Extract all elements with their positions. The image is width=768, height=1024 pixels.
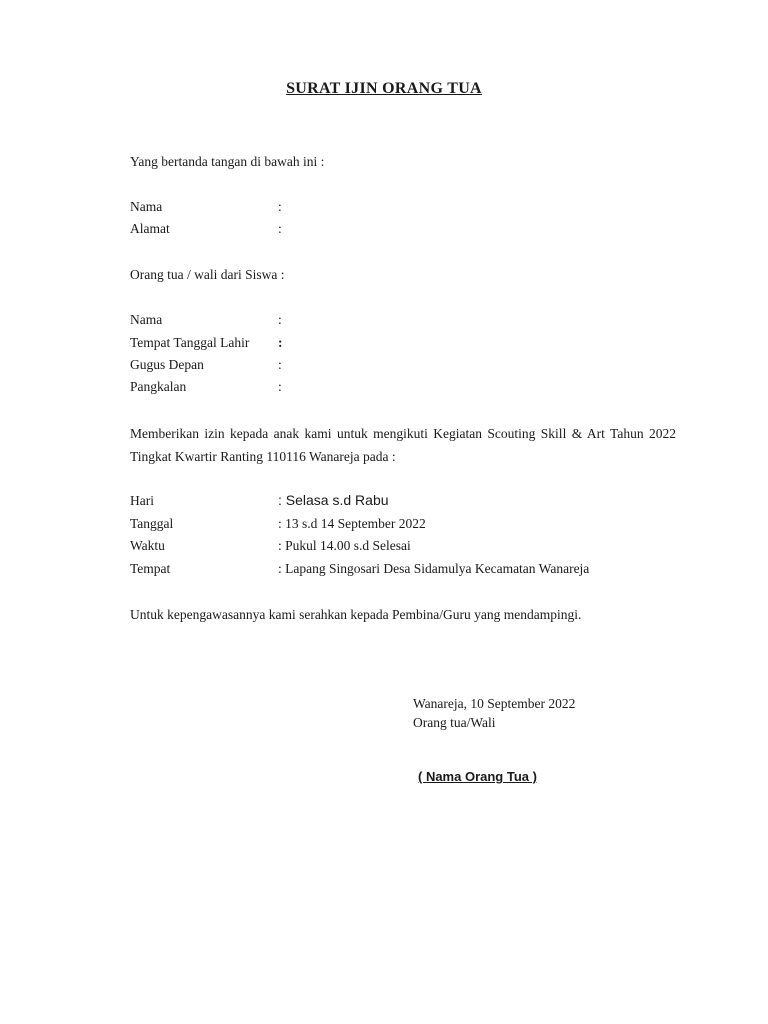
student-intro-text: Orang tua / wali dari Siswa :: [130, 267, 285, 282]
letter-title: SURAT IJIN ORANG TUA: [286, 80, 482, 97]
student-troop-label: Gugus Depan: [130, 357, 204, 372]
parent-address-row: [130, 221, 282, 237]
event-day-value: : Selasa s.d Rabu: [278, 492, 389, 508]
event-day-row: [130, 492, 389, 509]
student-birth-colon: :: [278, 335, 283, 350]
event-day-label: Hari: [130, 493, 154, 508]
event-date-label: Tanggal: [130, 516, 174, 531]
event-time-row: [130, 538, 411, 554]
supervision-text: Untuk kepengawasannya kami serahkan kepada Pembina/Guru yang mendampingi.: [130, 607, 582, 622]
student-name-colon: :: [278, 312, 282, 327]
student-birth-label: Tempat Tanggal Lahir: [130, 335, 250, 350]
parent-address-colon: :: [278, 221, 282, 236]
event-date-value: : 13 s.d 14 September 2022: [278, 516, 426, 531]
student-birth-row: [130, 335, 283, 351]
student-troop-row: [130, 357, 282, 373]
parent-name-row: [130, 199, 282, 215]
parent-name-label: Nama: [130, 199, 163, 214]
event-place-value: : Lapang Singosari Desa Sidamulya Kecamatan Wanareja: [278, 561, 590, 576]
student-name-label: Nama: [130, 312, 163, 327]
event-place-row: [130, 561, 589, 577]
student-troop-colon: :: [278, 357, 282, 372]
intro-text: Yang bertanda tangan di bawah ini :: [130, 154, 325, 169]
event-time-value: : Pukul 14.00 s.d Selesai: [278, 538, 411, 553]
student-name-row: [130, 312, 282, 328]
signature-role: Orang tua/Wali: [413, 715, 496, 730]
signature-name: ( Nama Orang Tua ): [418, 769, 537, 784]
event-place-label: Tempat: [130, 561, 171, 576]
parent-name-colon: :: [278, 199, 282, 214]
event-time-label: Waktu: [130, 538, 165, 553]
permission-paragraph: Memberikan izin kepada anak kami untuk mengikuti Kegiatan Scouting Skill & Art Tahun 2022 Tingkat Kwartir Ranting 110116 Wanareja pada :: [130, 426, 676, 464]
student-base-row: [130, 379, 282, 395]
event-date-row: [130, 516, 426, 532]
student-base-colon: :: [278, 379, 282, 394]
student-base-label: Pangkalan: [130, 379, 187, 394]
signature-place-date: Wanareja, 10 September 2022: [413, 696, 576, 711]
parent-address-label: Alamat: [130, 221, 170, 236]
